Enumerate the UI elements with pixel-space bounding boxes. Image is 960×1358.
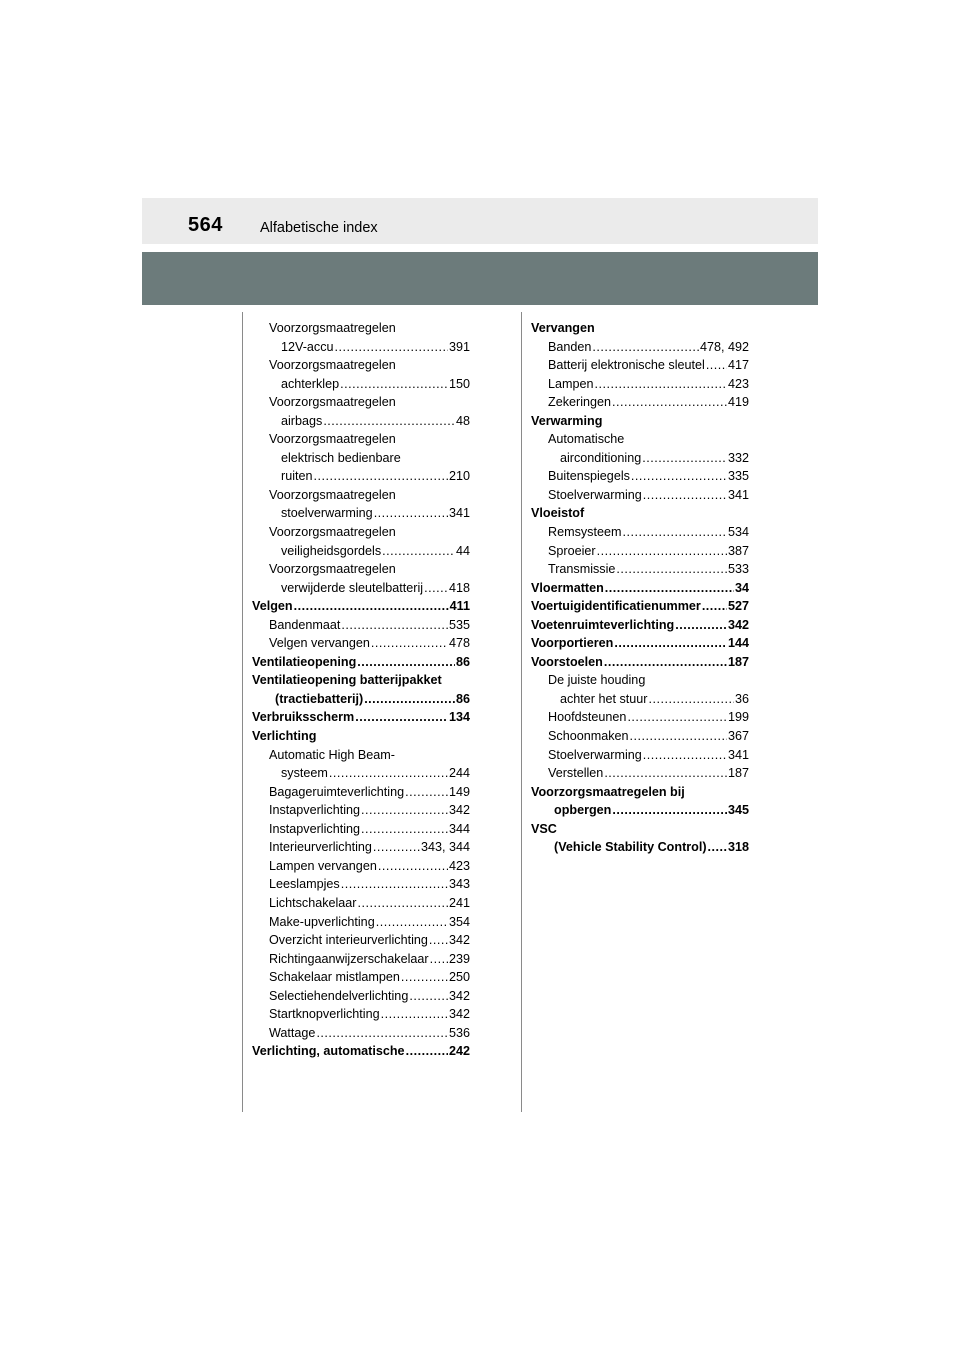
dot-leader <box>595 375 727 394</box>
index-entry <box>531 727 749 746</box>
index-entry <box>252 375 470 394</box>
index-column-left <box>252 319 470 1061</box>
dot-leader <box>616 560 727 579</box>
entry-label: Sproeier <box>548 543 596 558</box>
entry-page-number[interactable]: 187 <box>727 766 749 781</box>
dot-leader <box>378 857 448 876</box>
entry-page-number[interactable]: 342 <box>448 803 470 818</box>
index-entry <box>252 671 470 690</box>
entry-label: Voorzorgsmaatregelen <box>269 321 396 335</box>
index-entry <box>252 523 470 542</box>
entry-label: stoelverwarming <box>281 506 373 521</box>
dot-leader <box>361 801 448 820</box>
dot-leader <box>376 913 448 932</box>
entry-label: Banden <box>548 339 592 354</box>
index-entry <box>252 319 470 338</box>
entry-page-number[interactable]: 417 <box>727 358 749 373</box>
dot-leader <box>371 634 448 653</box>
dot-leader <box>341 616 448 635</box>
index-entry <box>531 597 749 616</box>
entry-page-number[interactable]: 391 <box>448 339 470 354</box>
column-divider-right <box>521 312 522 1112</box>
entry-label: De juiste houding <box>548 673 646 688</box>
dot-leader <box>605 579 734 598</box>
entry-label: Verwarming <box>531 413 603 428</box>
dot-leader <box>374 504 448 523</box>
dot-leader <box>409 987 448 1006</box>
index-entry <box>531 338 749 357</box>
index-entry <box>531 319 749 338</box>
page-title: Alfabetische index <box>260 220 378 236</box>
index-entry <box>252 1005 470 1024</box>
index-entry <box>531 430 749 449</box>
entry-label: Batterij elektronische sleutel <box>548 358 705 373</box>
dot-leader <box>627 708 727 727</box>
entry-page-number[interactable]: 149 <box>448 784 470 799</box>
entry-label: Verlichting <box>252 729 317 744</box>
entry-page-number[interactable]: 341 <box>448 506 470 521</box>
dot-leader <box>381 1005 448 1024</box>
index-entry <box>531 560 749 579</box>
entry-label: Voetenruimteverlichting <box>531 617 675 632</box>
entry-label: Schoonmaken <box>548 729 629 744</box>
index-entry <box>531 356 749 375</box>
entry-page-number[interactable]: 341 <box>727 747 749 762</box>
entry-page-number[interactable]: 34 <box>734 580 749 595</box>
index-column-right <box>531 319 749 857</box>
dot-leader <box>642 449 727 468</box>
entry-label: Bandenmaat <box>269 617 341 632</box>
dot-leader <box>614 634 727 653</box>
index-entry <box>252 764 470 783</box>
index-entry <box>252 931 470 950</box>
dot-leader <box>430 950 448 969</box>
entry-label: Voorstoelen <box>531 654 603 669</box>
dot-leader <box>706 356 727 375</box>
dot-leader <box>406 1042 448 1061</box>
dot-leader <box>612 801 727 820</box>
dot-leader <box>424 579 448 598</box>
entry-page-number[interactable]: 150 <box>448 376 470 391</box>
entry-page-number[interactable]: 342 <box>448 933 470 948</box>
entry-page-number[interactable]: 387 <box>727 543 749 558</box>
entry-label: verwijderde sleutelbatterij <box>281 580 424 595</box>
index-entry <box>531 708 749 727</box>
index-entry <box>252 653 470 672</box>
entry-label: (tractiebatterij) <box>275 691 364 706</box>
index-entry <box>252 634 470 653</box>
index-entry <box>252 430 470 449</box>
entry-label: Vloermatten <box>531 580 604 595</box>
entry-page-number[interactable]: 335 <box>727 469 749 484</box>
entry-label: Instapverlichting <box>269 821 361 836</box>
entry-page-number[interactable]: 341 <box>727 487 749 502</box>
index-entry <box>531 634 749 653</box>
index-entry <box>252 950 470 969</box>
index-entry <box>531 449 749 468</box>
index-entry <box>252 597 470 616</box>
index-entry <box>531 486 749 505</box>
entry-page-number[interactable]: 419 <box>727 395 749 410</box>
entry-page-number[interactable]: 536 <box>448 1025 470 1040</box>
entry-label: Verstellen <box>548 766 604 781</box>
entry-label: ruiten <box>281 469 313 484</box>
index-entry <box>531 616 749 635</box>
index-entry <box>252 616 470 635</box>
entry-label: Voorzorgsmaatregelen <box>269 525 396 540</box>
dot-leader <box>597 542 727 561</box>
entry-label: elektrisch bedienbare <box>281 450 401 465</box>
index-entry <box>252 338 470 357</box>
index-entry <box>252 486 470 505</box>
entry-label: Velgen <box>252 599 293 614</box>
index-entry <box>531 801 749 820</box>
index-entry <box>252 579 470 598</box>
index-entry <box>531 746 749 765</box>
index-entry <box>252 708 470 727</box>
index-entry <box>252 727 470 746</box>
entry-page-number[interactable]: 534 <box>727 525 749 540</box>
index-entry <box>252 690 470 709</box>
index-entry <box>531 690 749 709</box>
entry-page-number[interactable]: 332 <box>727 450 749 465</box>
entry-label: Voorportieren <box>531 636 614 651</box>
entry-label: veiligheidsgordels <box>281 543 382 558</box>
entry-label: Overzicht interieurverlichting <box>269 933 428 948</box>
index-entry <box>252 857 470 876</box>
entry-page-number[interactable]: 423 <box>448 858 470 873</box>
index-entry <box>531 579 749 598</box>
dot-leader <box>357 653 455 672</box>
dot-leader <box>364 690 455 709</box>
entry-page-number[interactable]: 367 <box>727 729 749 744</box>
dot-leader <box>643 746 727 765</box>
index-entry <box>531 783 749 802</box>
dot-leader <box>630 727 727 746</box>
entry-page-number[interactable]: 86 <box>455 654 470 669</box>
index-entry <box>252 875 470 894</box>
index-entry <box>252 838 470 857</box>
entry-page-number[interactable]: 343 <box>448 877 470 892</box>
index-entry <box>531 375 749 394</box>
entry-label: Hoofdsteunen <box>548 710 627 725</box>
section-band <box>142 252 818 305</box>
index-entry <box>252 913 470 932</box>
index-entry <box>531 820 749 839</box>
entry-page-number[interactable]: 44 <box>455 543 470 558</box>
entry-page-number[interactable]: 411 <box>449 599 470 614</box>
entry-label: Zekeringen <box>548 395 612 410</box>
entry-page-number[interactable]: 242 <box>448 1044 470 1059</box>
entry-label: Stoelverwarming <box>548 487 642 502</box>
dot-leader <box>335 338 448 357</box>
entry-label: Vloeistof <box>531 506 585 521</box>
entry-page-number[interactable]: 244 <box>448 766 470 781</box>
entry-page-number[interactable]: 36 <box>734 691 749 706</box>
entry-page-number[interactable]: 418 <box>448 580 470 595</box>
dot-leader <box>361 820 448 839</box>
entry-label: Bagageruimteverlichting <box>269 784 405 799</box>
entry-page-number[interactable]: 423 <box>727 376 749 391</box>
entry-page-number[interactable]: 48 <box>455 413 470 428</box>
entry-label: Stoelverwarming <box>548 747 642 762</box>
entry-page-number[interactable]: 354 <box>448 914 470 929</box>
entry-page-number[interactable]: 343, 344 <box>420 840 470 855</box>
entry-label: Interieurverlichting <box>269 840 372 855</box>
index-entry <box>252 467 470 486</box>
index-entry <box>531 653 749 672</box>
entry-label: (Vehicle Stability Control) <box>554 840 707 855</box>
entry-page-number[interactable]: 344 <box>448 821 470 836</box>
entry-page-number[interactable]: 187 <box>727 654 749 669</box>
entry-page-number[interactable]: 250 <box>448 970 470 985</box>
dot-leader <box>708 838 727 857</box>
dot-leader <box>675 616 727 635</box>
index-entry <box>252 987 470 1006</box>
entry-label: systeem <box>281 766 328 781</box>
header-bar <box>142 198 818 244</box>
dot-leader <box>622 523 727 542</box>
entry-label: Voertuigidentificatienummer <box>531 599 701 614</box>
dot-leader <box>329 764 448 783</box>
dot-leader <box>314 467 448 486</box>
dot-leader <box>643 486 727 505</box>
entry-page-number[interactable]: 241 <box>448 895 470 910</box>
entry-page-number[interactable]: 478, 492 <box>699 339 749 354</box>
index-entry <box>252 412 470 431</box>
entry-page-number[interactable]: 478 <box>448 636 470 651</box>
entry-label: Voorzorgsmaatregelen <box>269 358 396 373</box>
dot-leader <box>323 412 455 431</box>
entry-page-number[interactable]: 86 <box>455 691 470 706</box>
page-number: 564 <box>188 214 223 236</box>
entry-label: Schakelaar mistlampen <box>269 970 400 985</box>
entry-label: Lampen vervangen <box>269 858 377 873</box>
entry-page-number[interactable]: 210 <box>448 469 470 484</box>
entry-label: VSC <box>531 821 557 836</box>
entry-page-number[interactable]: 318 <box>727 840 749 855</box>
entry-page-number[interactable]: 342 <box>448 988 470 1003</box>
index-entry <box>252 356 470 375</box>
index-entry <box>531 467 749 486</box>
dot-leader <box>341 875 448 894</box>
index-entry <box>531 504 749 523</box>
entry-label: Vervangen <box>531 321 595 335</box>
index-entry <box>531 523 749 542</box>
entry-page-number[interactable]: 342 <box>448 1007 470 1022</box>
dot-leader <box>294 597 449 616</box>
entry-page-number[interactable]: 134 <box>448 710 470 725</box>
dot-leader <box>592 338 699 357</box>
dot-leader <box>355 708 448 727</box>
entry-label: Verlichting, automatische <box>252 1044 405 1059</box>
entry-label: Selectiehendelverlichting <box>269 988 409 1003</box>
entry-label: Remsysteem <box>548 525 622 540</box>
index-entry <box>252 1024 470 1043</box>
entry-label: airconditioning <box>560 450 642 465</box>
entry-label: Voorzorgsmaatregelen <box>269 395 396 410</box>
entry-label: Voorzorgsmaatregelen <box>269 432 396 447</box>
entry-label: Ventilatieopening <box>252 654 357 669</box>
index-entry <box>252 746 470 765</box>
entry-page-number[interactable]: 199 <box>727 710 749 725</box>
index-entry <box>252 449 470 468</box>
dot-leader <box>340 375 448 394</box>
dot-leader <box>604 653 727 672</box>
entry-page-number[interactable]: 239 <box>448 951 470 966</box>
index-entry <box>252 560 470 579</box>
index-entry <box>252 968 470 987</box>
entry-label: Verbruiksscherm <box>252 710 355 725</box>
entry-label: Richtingaanwijzerschakelaar <box>269 951 429 966</box>
entry-label: achter het stuur <box>560 691 648 706</box>
dot-leader <box>429 931 448 950</box>
entry-label: Velgen vervangen <box>269 636 370 651</box>
index-entry <box>252 894 470 913</box>
entry-page-number[interactable]: 342 <box>727 617 749 632</box>
entry-label: Lampen <box>548 376 594 391</box>
entry-page-number[interactable]: 533 <box>727 562 749 577</box>
entry-label: Buitenspiegels <box>548 469 630 484</box>
dot-leader <box>612 393 727 412</box>
entry-label: Voorzorgsmaatregelen <box>269 562 396 577</box>
entry-label: Instapverlichting <box>269 803 361 818</box>
entry-page-number[interactable]: 527 <box>727 599 749 614</box>
entry-label: Leeslampjes <box>269 877 340 892</box>
index-entry <box>531 838 749 857</box>
entry-label: 12V-accu <box>281 339 334 354</box>
dot-leader <box>604 764 727 783</box>
dot-leader <box>373 838 420 857</box>
dot-leader <box>649 690 734 709</box>
index-entry <box>531 393 749 412</box>
entry-label: Voorzorgsmaatregelen bij <box>531 784 685 799</box>
dot-leader <box>631 467 727 486</box>
index-entry <box>252 393 470 412</box>
entry-label: achterklep <box>281 376 340 391</box>
index-entry <box>531 542 749 561</box>
index-entry <box>531 671 749 690</box>
dot-leader <box>702 597 727 616</box>
entry-label: Ventilatieopening batterijpakket <box>252 673 442 688</box>
dot-leader <box>382 542 455 561</box>
index-entry <box>252 542 470 561</box>
entry-label: airbags <box>281 413 323 428</box>
entry-label: Startknopverlichting <box>269 1007 380 1022</box>
entry-label: opbergen <box>554 803 612 818</box>
entry-label: Transmissie <box>548 562 616 577</box>
dot-leader <box>405 783 448 802</box>
index-entry <box>531 412 749 431</box>
column-divider-left <box>242 312 243 1112</box>
entry-label: Wattage <box>269 1025 316 1040</box>
index-entry <box>252 504 470 523</box>
entry-label: Voorzorgsmaatregelen <box>269 487 396 502</box>
entry-label: Automatic High Beam- <box>269 747 395 762</box>
index-entry <box>252 783 470 802</box>
entry-label: Make-upverlichting <box>269 914 375 929</box>
dot-leader <box>358 894 448 913</box>
index-entry <box>531 764 749 783</box>
index-entry <box>252 801 470 820</box>
dot-leader <box>316 1024 448 1043</box>
dot-leader <box>401 968 448 987</box>
entry-page-number[interactable]: 144 <box>727 636 749 651</box>
entry-label: Automatische <box>548 432 625 447</box>
index-entry <box>252 1042 470 1061</box>
entry-label: Lichtschakelaar <box>269 895 357 910</box>
entry-page-number[interactable]: 345 <box>727 803 749 818</box>
entry-page-number[interactable]: 535 <box>448 617 470 632</box>
index-entry <box>252 820 470 839</box>
